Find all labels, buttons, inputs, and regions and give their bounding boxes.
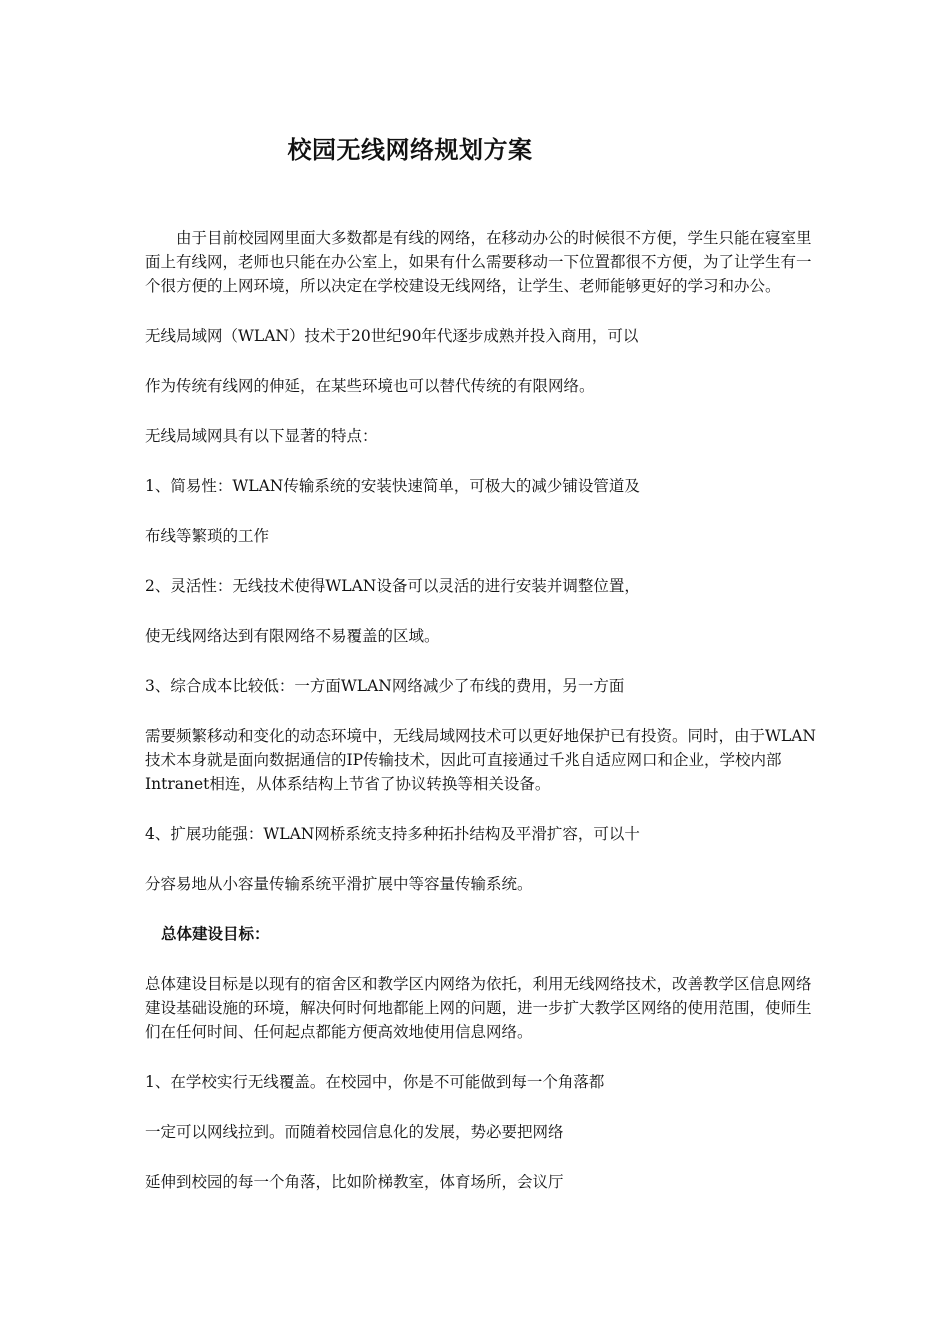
feature-3-line-1: 3、综合成本比较低：一方面WLAN网络减少了布线的费用，另一方面 — [145, 677, 625, 695]
goal-1-line-3: 延伸到校园的每一个角落，比如阶梯教室，体育场所，会议厅 — [145, 1173, 564, 1191]
goal-1-line-2: 一定可以网线拉到。而随着校园信息化的发展，势必要把网络 — [145, 1123, 564, 1141]
feature-2-line-2: 使无线网络达到有限网络不易覆盖的区域。 — [145, 627, 440, 645]
document-body — [145, 226, 825, 1194]
goal-1-line-1: 1、在学校实行无线覆盖。在校园中，你是不可能做到每一个角落都 — [145, 1073, 605, 1091]
feature-2-line-1: 2、灵活性：无线技术使得WLAN设备可以灵活的进行安装并调整位置， — [145, 577, 640, 595]
goal-paragraph: 总体建设目标是以现有的宿舍区和教学区内网络为依托，利用无线网络技术，改善教学区信息网络建设基础设施的环境，解决何时何地都能上网的问题，进一步扩大教学区网络的使用范围，使师生们在任何时间、任何起点都能方便高效地使用信息网络。 — [145, 975, 812, 1041]
feature-3-paragraph: 需要频繁移动和变化的动态环境中，无线局域网技术可以更好地保护已有投资。同时，由于WLAN技术本身就是面向数据通信的IP传输技术，因此可直接通过千兆自适应网口和企业，学校内部Intranet相连，从体系结构上节省了协议转换等相关设备。 — [145, 727, 816, 793]
goal-heading: 总体建设目标： — [161, 924, 270, 943]
feature-1-line-2: 布线等繁琐的工作 — [145, 527, 270, 545]
features-lead: 无线局域网具有以下显著的特点： — [145, 427, 378, 445]
document-title: 校园无线网络规划方案 — [287, 135, 533, 164]
feature-4-line-2: 分容易地从小容量传输系统平滑扩展中等容量传输系统。 — [145, 875, 533, 893]
feature-4-line-1: 4、扩展功能强：WLAN网桥系统支持多种拓扑结构及平滑扩容，可以十 — [145, 825, 640, 843]
intro-paragraph: 由于目前校园网里面大多数都是有线的网络，在移动办公的时候很不方便，学生只能在寝室里面上有线网，老师也只能在办公室上，如果有什么需要移动一下位置都很不方便，为了让学生有一个很方便的上网环境，所以决定在学校建设无线网络，让学生、老师能够更好的学习和办公。 — [145, 229, 812, 295]
feature-1-line-1: 1、简易性：WLAN传输系统的安装快速简单，可极大的减少铺设管道及 — [145, 477, 640, 495]
wlan-intro-line-2: 作为传统有线网的伸延，在某些环境也可以替代传统的有限网络。 — [145, 377, 595, 395]
wlan-intro-line-1: 无线局域网（WLAN）技术于20世纪90年代逐步成熟并投入商用，可以 — [145, 327, 639, 345]
